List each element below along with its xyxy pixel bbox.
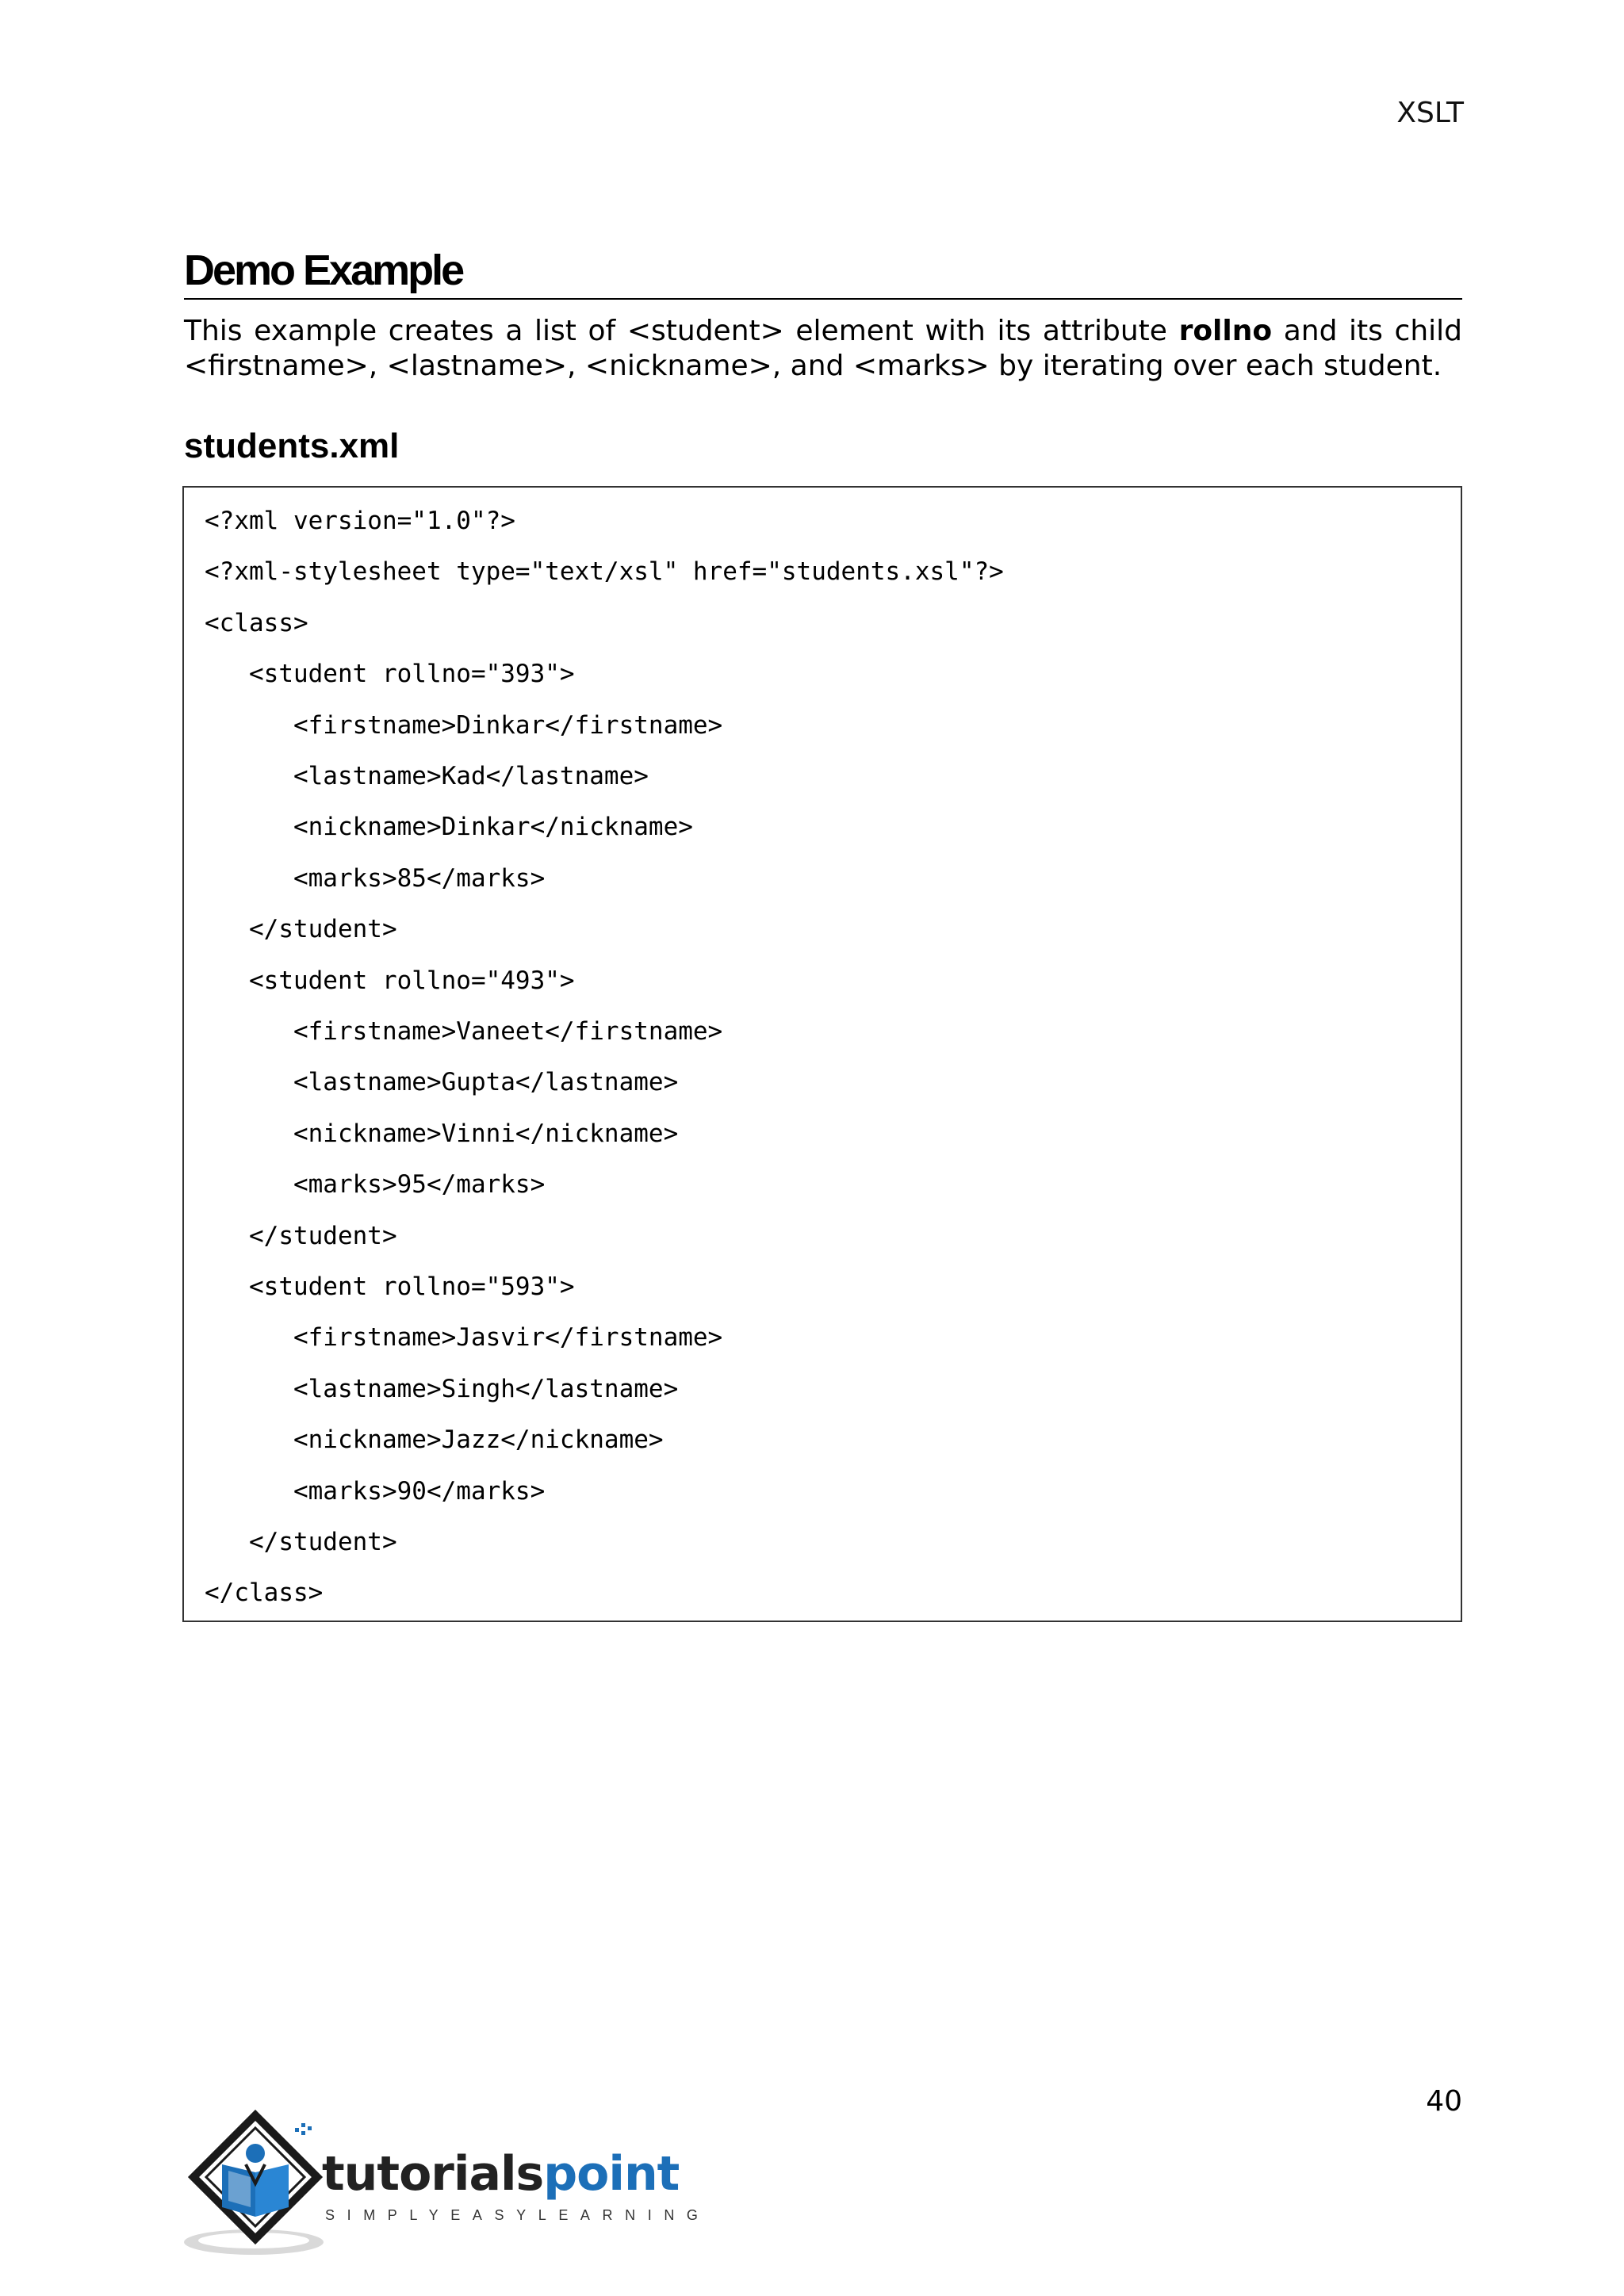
- code-line: </student>: [205, 1221, 397, 1250]
- code-line: <student rollno="393">: [205, 660, 575, 689]
- code-line: <firstname>Dinkar</firstname>: [205, 710, 723, 740]
- code-line: <lastname>Gupta</lastname>: [205, 1068, 679, 1097]
- code-line: <lastname>Kad</lastname>: [205, 762, 649, 790]
- code-line: </student>: [205, 1528, 397, 1556]
- code-line: <marks>95</marks>: [205, 1170, 546, 1200]
- logo-word-point: point: [543, 2146, 680, 2202]
- intro-bold-attribute: rollno: [1178, 315, 1273, 347]
- code-line: </class>: [205, 1578, 324, 1608]
- code-line: <class>: [205, 608, 308, 637]
- section-title-text: Demo Example: [184, 247, 463, 294]
- code-line: <nickname>Vinni</nickname>: [205, 1119, 679, 1148]
- section-title: [184, 246, 1462, 300]
- code-block: [182, 486, 1462, 1622]
- running-header: XSLT: [1396, 97, 1464, 129]
- tutorialspoint-logo: [181, 2109, 710, 2260]
- code-line: <marks>85</marks>: [205, 863, 546, 893]
- intro-text-end: and its child <firstname>, <lastname>, <nickname>, and <marks> by iterating over each student.: [184, 315, 1462, 382]
- file-heading: students.xml: [184, 427, 400, 465]
- code-line: <lastname>Singh</lastname>: [205, 1374, 679, 1403]
- intro-paragraph: [184, 314, 1462, 384]
- logo-word-tutorials: tutorials: [322, 2146, 544, 2202]
- code-line: <?xml-stylesheet type="text/xsl" href="students.xsl"?>: [205, 557, 1004, 587]
- intro-text-start: This example creates a list of <student> element with its attribute: [184, 315, 1179, 347]
- code-line: <firstname>Jasvir</firstname>: [205, 1323, 723, 1353]
- page-number: 40: [1426, 2085, 1462, 2118]
- code-line: <firstname>Vaneet</firstname>: [205, 1017, 723, 1046]
- code-line: <student rollno="493">: [205, 966, 575, 995]
- logo-wordmark: [322, 2146, 680, 2202]
- code-line: <?xml version="1.0"?>: [205, 507, 515, 535]
- code-line: <nickname>Jazz</nickname>: [205, 1425, 664, 1455]
- code-line: <nickname>Dinkar</nickname>: [205, 813, 693, 842]
- tutorialspoint-book-diamond-icon: [181, 2109, 331, 2260]
- logo-tagline: SIMPLYEASYLEARNING: [325, 2207, 710, 2223]
- code-line: <student rollno="593">: [205, 1272, 575, 1301]
- code-line: <marks>90</marks>: [205, 1476, 546, 1506]
- code-line: </student>: [205, 915, 397, 944]
